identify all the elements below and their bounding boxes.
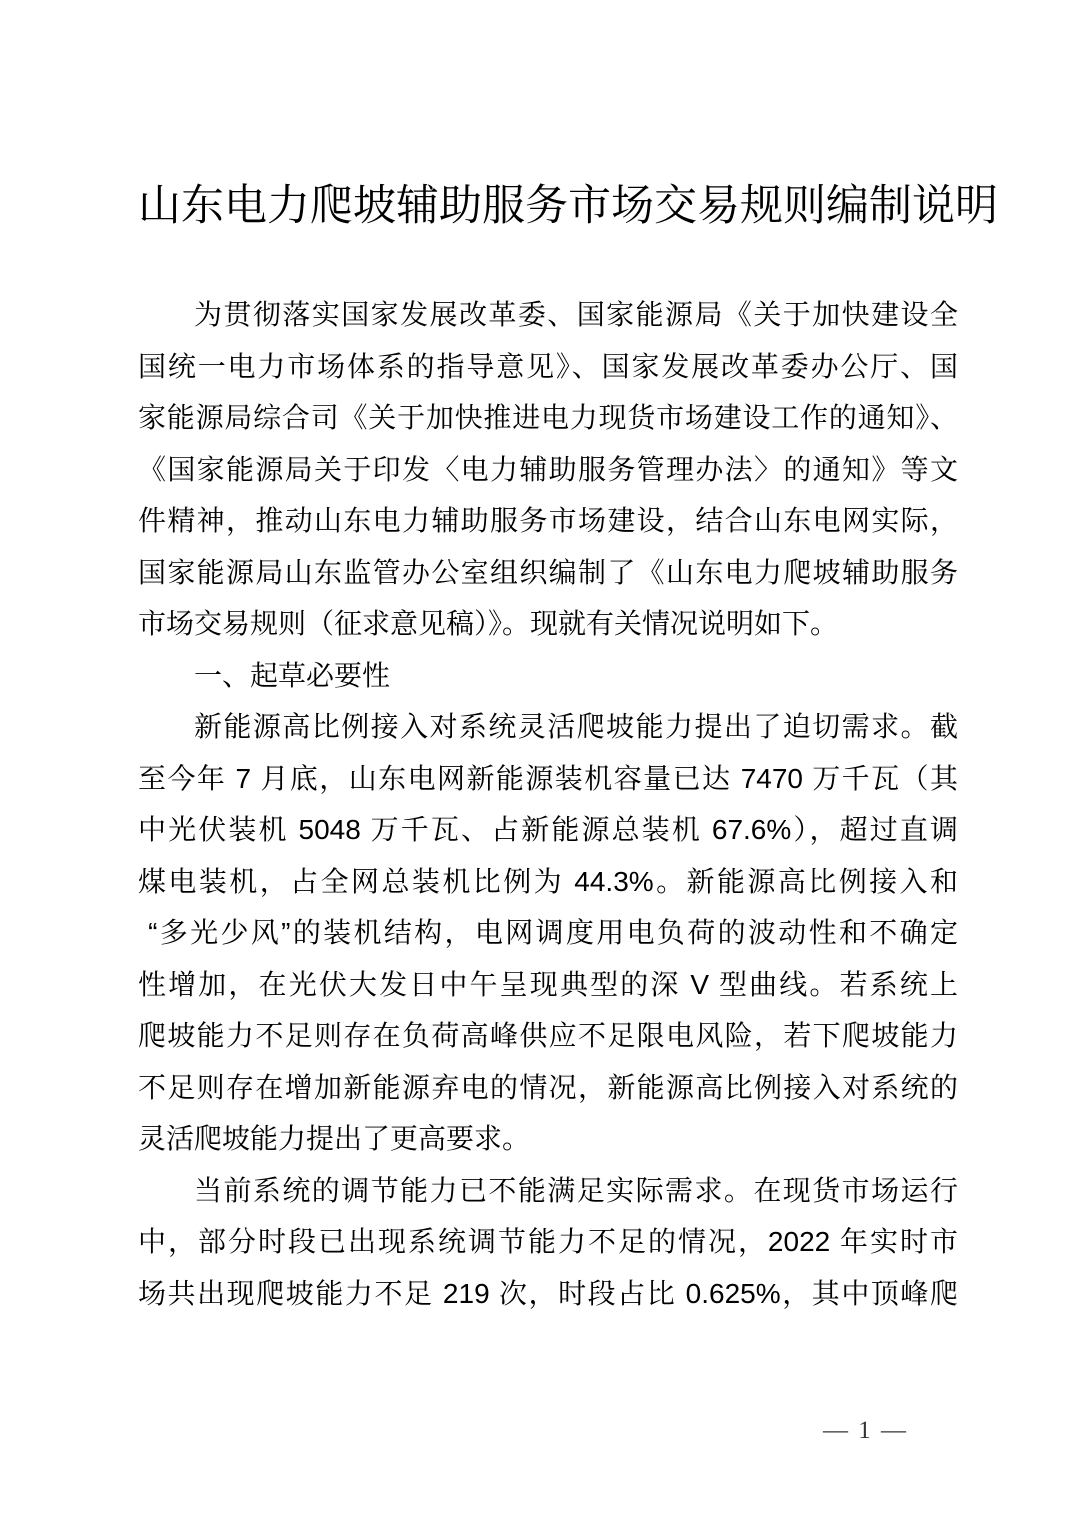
body-line: 性增加，在光伏大发日中午呈现典型的深 V 型曲线。若系统上 <box>138 968 958 1000</box>
body-line: 不足则存在增加新能源弃电的情况，新能源高比例接入对系统的 <box>138 1071 958 1103</box>
body-line: 场共出现爬坡能力不足 219 次，时段占比 0.625%，其中顶峰爬 <box>138 1277 958 1309</box>
section-heading: 一、起草必要性 <box>194 659 391 691</box>
body-line: “多光少风”的装机结构，电网调度用电负荷的波动性和不确定 <box>138 917 958 948</box>
body-line: 中光伏装机 5048 万千瓦、占新能源总装机 67.6%），超过直调 <box>138 814 958 845</box>
body-line: 件精神，推动山东电力辅助服务市场建设，结合山东电网实际， <box>138 505 958 536</box>
body-line: 国统一电力市场体系的指导意见》、国家发展改革委办公厅、国 <box>138 350 958 382</box>
body-line: 至今年 7 月底，山东电网新能源装机容量已达 7470 万千瓦（其 <box>138 762 958 794</box>
body-line: 中，部分时段已出现系统调节能力不足的情况，2022 年实时市 <box>138 1226 958 1257</box>
body-line: 《国家能源局关于印发〈电力辅助服务管理办法〉的通知》等文 <box>138 453 958 485</box>
body-line: 灵活爬坡能力提出了更高要求。 <box>138 1123 531 1154</box>
body-line: 家能源局综合司《关于加快推进电力现货市场建设工作的通知》、 <box>138 402 958 433</box>
body-line: 为贯彻落实国家发展改革委、国家能源局《关于加快建设全 <box>194 299 958 330</box>
document-body <box>138 289 958 1319</box>
body-line: 新能源高比例接入对系统灵活爬坡能力提出了迫切需求。截 <box>194 711 958 742</box>
body-line: 煤电装机，占全网总装机比例为 44.3%。新能源高比例接入和 <box>138 865 958 897</box>
body-line: 爬坡能力不足则存在负荷高峰供应不足限电风险，若下爬坡能力 <box>138 1020 958 1051</box>
body-line: 当前系统的调节能力已不能满足实际需求。在现货市场运行 <box>194 1174 958 1206</box>
document-title: 山东电力爬坡辅助服务市场交易规则编制说明 <box>138 182 998 230</box>
body-line: 市场交易规则（征求意见稿）》。现就有关情况说明如下。 <box>138 608 839 639</box>
body-line: 国家能源局山东监管办公室组织编制了《山东电力爬坡辅助服务 <box>138 556 958 588</box>
page-number: — 1 — <box>823 1417 908 1444</box>
